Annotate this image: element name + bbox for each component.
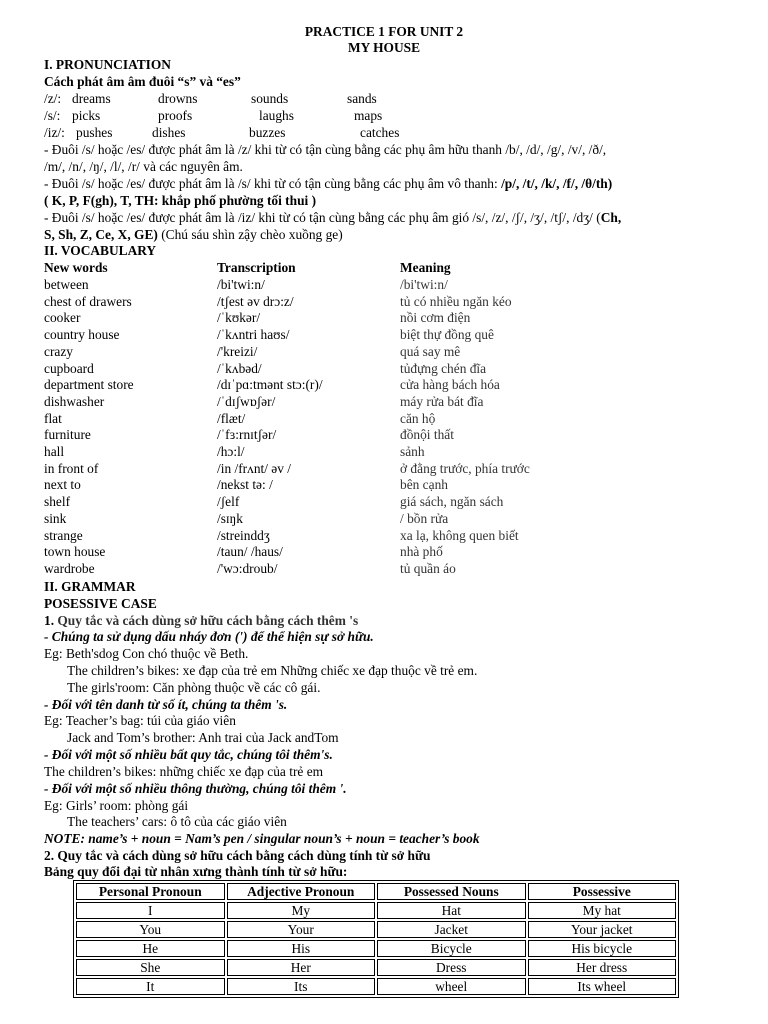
vocab-meaning: biệt thự đồng quê bbox=[400, 327, 494, 343]
example-line: The children’s bikes: những chiếc xe đạp của trẻ em bbox=[44, 764, 324, 779]
pron-rule-iz-letters: Ch, bbox=[600, 210, 622, 225]
vocab-word: next to bbox=[44, 477, 81, 493]
vocab-transcription: /streinddʒ bbox=[217, 527, 270, 543]
pron-rule-z-line1: - Đuôi /s/ hoặc /es/ được phát âm là /z/ khi từ có tận cùng bằng các phụ âm hữu thanh /b/, /d/, /g/, /v/, /ð/, bbox=[44, 142, 607, 157]
pron-rule-s-mnemonic: ( K, P, F(gh), T, TH: khắp phố phường tối thui ) bbox=[44, 193, 317, 208]
vocab-meaning: căn hộ bbox=[400, 410, 436, 426]
table-cell: Your jacket bbox=[528, 921, 677, 938]
vocab-meaning: /bi'twi:n/ bbox=[400, 277, 448, 292]
grammar-note: NOTE: name’s + noun = Nam’s pen / singular noun’s + noun = teacher’s book bbox=[44, 831, 480, 846]
pron-rule-iz-letters-2: S, Sh, Z, Ce, X, GE) bbox=[44, 227, 158, 242]
vocab-meaning: giá sách, ngăn sách bbox=[400, 494, 504, 510]
vocab-meaning: nhà phố bbox=[400, 544, 443, 560]
pron-rule-z-line2: /m/, /n/, /ŋ/, /l/, /r/ và các nguyên âm. bbox=[44, 159, 243, 174]
example-line: The girls'room: Căn phòng thuộc về các cô gái. bbox=[67, 680, 321, 695]
vocab-transcription: /in /frʌnt/ əv / bbox=[217, 460, 292, 476]
pron-rule-iz-text: - Đuôi /s/ hoặc /es/ được phát âm là /iz/ khi từ có tận cùng bằng các phụ âm gió /s/, /z/, /ʃ/, /ʒ/, /tʃ/, /dʒ/ ( bbox=[44, 210, 601, 225]
pronunciation-heading: I. PRONUNCIATION bbox=[44, 57, 171, 72]
table-row bbox=[76, 921, 676, 938]
pron-word: proofs bbox=[158, 108, 193, 123]
irregular-plural-note: - Đối với một số nhiều bất quy tắc, chúng tôi thêm's. bbox=[44, 747, 333, 762]
pron-label: /s/: bbox=[44, 108, 61, 123]
pron-rule-iz-line1 bbox=[44, 210, 621, 226]
vocab-transcription: /hɔ:l/ bbox=[217, 444, 245, 459]
table-cell: You bbox=[76, 921, 225, 938]
vocab-meaning: nồi cơm điện bbox=[400, 310, 471, 326]
table-body bbox=[76, 902, 676, 995]
vocab-transcription: /ʃelf bbox=[217, 494, 240, 510]
table-row bbox=[76, 940, 676, 957]
table-caption: Bảng quy đổi đại từ nhân xưng thành tính từ sở hữu: bbox=[44, 864, 348, 879]
table-cell: I bbox=[76, 902, 225, 919]
vocabulary-heading: II. VOCABULARY bbox=[44, 243, 157, 258]
possessive-table bbox=[73, 880, 679, 998]
document-title: PRACTICE 1 FOR UNIT 2 bbox=[304, 24, 464, 39]
pron-rule-iz-mnemonic: (Chú sáu shìn zậy chèo xuồng ge) bbox=[157, 227, 343, 242]
table-cell: Hat bbox=[377, 902, 526, 919]
table-cell: My bbox=[227, 902, 376, 919]
pron-word: maps bbox=[354, 108, 383, 123]
vocab-meaning: sảnh bbox=[400, 444, 425, 459]
vocab-transcription: /flæt/ bbox=[217, 410, 246, 426]
table-cell: My hat bbox=[528, 902, 677, 919]
vocab-transcription: /ˈkʌbəd/ bbox=[217, 360, 262, 376]
vocab-transcription: /ˈkʌntri haʊs/ bbox=[217, 327, 290, 343]
singular-noun-note: - Đối với tên danh từ số ít, chúng ta thêm 's. bbox=[44, 697, 288, 712]
pron-word: sands bbox=[347, 91, 377, 106]
vocab-word: flat bbox=[44, 410, 62, 426]
vocab-transcription: /dɪˈpɑ:tmənt stɔ:(r)/ bbox=[217, 377, 323, 393]
example-line: The teachers’ cars: ô tô của các giáo viên bbox=[67, 814, 287, 829]
pron-rule-iz-line2 bbox=[44, 227, 343, 243]
example-line: Eg: Teacher’s bag: túi của giáo viên bbox=[44, 713, 236, 728]
pron-rule-s-line1 bbox=[44, 176, 612, 192]
vocab-transcription: /ˈdɪʃwɒʃər/ bbox=[217, 393, 276, 409]
example-line: Eg: Girls’ room: phòng gái bbox=[44, 798, 189, 813]
vocab-word: country house bbox=[44, 327, 120, 343]
vocab-word: between bbox=[44, 277, 89, 292]
grammar-heading: II. GRAMMAR bbox=[44, 579, 136, 594]
vocab-meaning: bên cạnh bbox=[400, 477, 448, 493]
vocab-transcription: /ˈfɜ:rnɪtʃər/ bbox=[217, 427, 277, 443]
example-line: Jack and Tom’s brother: Anh trai của Jack andTom bbox=[67, 730, 339, 745]
vocab-word: furniture bbox=[44, 427, 91, 443]
table-cell: His bicycle bbox=[528, 940, 677, 957]
pron-word: drowns bbox=[158, 91, 198, 106]
table-cell: Its wheel bbox=[528, 978, 677, 995]
vocab-meaning: / bồn rửa bbox=[400, 510, 449, 526]
table-header: Possessive bbox=[528, 883, 677, 900]
vocab-word: town house bbox=[44, 544, 106, 560]
vocab-transcription: /'kreizi/ bbox=[217, 343, 258, 359]
table-cell: Its bbox=[227, 978, 376, 995]
document-subtitle: MY HOUSE bbox=[347, 40, 421, 55]
table-header: Possessed Nouns bbox=[377, 883, 526, 900]
table-row bbox=[76, 902, 676, 919]
vocab-word: cupboard bbox=[44, 360, 94, 376]
pron-word: laughs bbox=[259, 108, 294, 123]
pron-label: /iz/: bbox=[44, 125, 65, 140]
vocab-transcription: /ˈkʊkər/ bbox=[217, 310, 261, 326]
pron-rule-s-text: - Đuôi /s/ hoặc /es/ được phát âm là /s/ khi từ có tận cùng bằng các phụ âm vô thanh: bbox=[44, 176, 502, 191]
vocab-meaning: ở đằng trước, phía trước bbox=[400, 460, 530, 476]
vocab-meaning: đồnội thất bbox=[400, 427, 454, 443]
vocab-word: strange bbox=[44, 527, 83, 543]
vocab-word: hall bbox=[44, 444, 65, 459]
vocab-meaning: máy rửa bát đĩa bbox=[400, 393, 484, 409]
vocab-header-word: New words bbox=[44, 260, 108, 275]
table-row bbox=[76, 978, 676, 995]
table-cell: His bbox=[227, 940, 376, 957]
pron-word: dreams bbox=[72, 91, 111, 106]
pron-word: catches bbox=[360, 125, 400, 140]
table-cell: Jacket bbox=[377, 921, 526, 938]
vocab-word: chest of drawers bbox=[44, 293, 132, 309]
pron-rule-s-symbols: /p/, /t/, /k/, /f/, /θ/th) bbox=[501, 176, 613, 191]
pron-word: pushes bbox=[76, 125, 113, 140]
pron-word: dishes bbox=[152, 125, 186, 140]
pron-word: picks bbox=[72, 108, 101, 123]
table-cell: Your bbox=[227, 921, 376, 938]
vocab-meaning: quá say mê bbox=[400, 343, 461, 359]
table-cell: It bbox=[76, 978, 225, 995]
grammar-rule-1-note: - Chúng ta sử dụng dấu nháy đơn (') để thể hiện sự sở hữu. bbox=[44, 629, 374, 644]
vocab-transcription: /bi'twi:n/ bbox=[217, 277, 265, 292]
table-cell: Dress bbox=[377, 959, 526, 976]
vocab-transcription: /taun/ /haus/ bbox=[217, 544, 283, 560]
rule-text: Quy tắc và cách dùng sở hữu cách bằng cách thêm 's bbox=[54, 613, 359, 628]
vocab-meaning: tủ quần áo bbox=[400, 560, 456, 576]
example-line: The children’s bikes: xe đạp của trẻ em Những chiếc xe đạp thuộc về trẻ em. bbox=[67, 663, 478, 678]
vocab-transcription: /nekst tə: / bbox=[217, 477, 273, 493]
pron-word: buzzes bbox=[249, 125, 286, 140]
vocab-meaning: tủđựng chén đĩa bbox=[400, 360, 487, 376]
table-cell: Bicycle bbox=[377, 940, 526, 957]
regular-plural-note: - Đối với một số nhiều thông thường, chúng tôi thêm '. bbox=[44, 781, 347, 796]
table-header-row bbox=[76, 883, 676, 900]
vocab-word: sink bbox=[44, 510, 67, 526]
table-header: Adjective Pronoun bbox=[227, 883, 376, 900]
grammar-rule-2: 2. Quy tắc và cách dùng sở hữu cách bằng cách dùng tính từ sở hữu bbox=[44, 848, 431, 863]
grammar-subheading: POSESSIVE CASE bbox=[44, 596, 157, 611]
pronunciation-subheading: Cách phát âm âm đuôi “s” và “es” bbox=[44, 74, 241, 89]
vocab-word: in front of bbox=[44, 460, 99, 476]
vocab-word: wardrobe bbox=[44, 560, 95, 576]
rule-number: 1. bbox=[44, 613, 55, 628]
vocab-meaning: xa lạ, không quen biết bbox=[400, 527, 519, 543]
table-cell: She bbox=[76, 959, 225, 976]
vocab-meaning: cửa hàng bách hóa bbox=[400, 377, 500, 393]
table-cell: Her bbox=[227, 959, 376, 976]
grammar-rule-1 bbox=[44, 613, 358, 629]
vocab-word: cooker bbox=[44, 310, 81, 326]
vocab-word: dishwasher bbox=[44, 393, 105, 409]
vocab-transcription: /'wɔ:droub/ bbox=[217, 560, 278, 576]
table-cell: wheel bbox=[377, 978, 526, 995]
vocab-transcription: /tʃest əv drɔ:z/ bbox=[217, 293, 294, 309]
table-cell: He bbox=[76, 940, 225, 957]
vocab-header-transcription: Transcription bbox=[217, 260, 296, 275]
vocab-header-meaning: Meaning bbox=[400, 260, 451, 275]
vocab-word: shelf bbox=[44, 494, 71, 510]
pron-label: /z/: bbox=[44, 91, 62, 106]
table-row bbox=[76, 959, 676, 976]
vocab-meaning: tủ có nhiều ngăn kéo bbox=[400, 293, 512, 309]
vocab-word: department store bbox=[44, 377, 134, 393]
example-line: Eg: Beth'sdog Con chó thuộc về Beth. bbox=[44, 646, 249, 661]
vocab-transcription: /sɪŋk bbox=[217, 510, 243, 526]
vocab-word: crazy bbox=[44, 343, 73, 359]
table-cell: Her dress bbox=[528, 959, 677, 976]
pron-word: sounds bbox=[251, 91, 289, 106]
table-header: Personal Pronoun bbox=[76, 883, 225, 900]
